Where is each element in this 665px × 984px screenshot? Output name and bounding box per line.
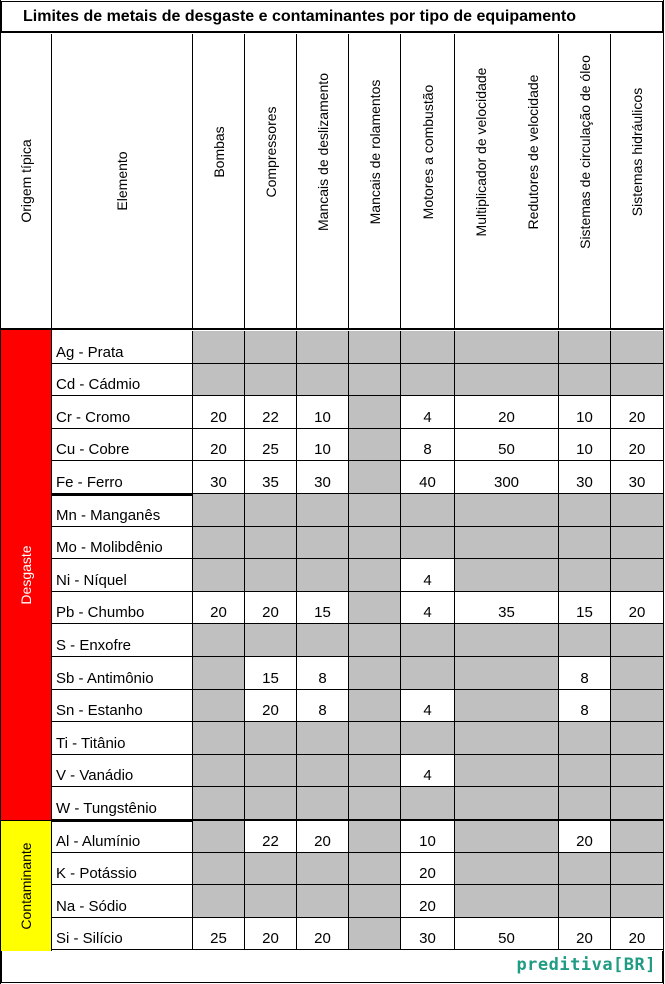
value-cell: 15 bbox=[559, 592, 611, 625]
value-cell: 35 bbox=[455, 592, 559, 625]
header-equipment bbox=[559, 34, 611, 330]
value-cell bbox=[297, 787, 349, 820]
value-cell bbox=[245, 755, 297, 788]
value-cell: 25 bbox=[245, 429, 297, 462]
value-cell bbox=[297, 559, 349, 592]
value-cell bbox=[349, 559, 401, 592]
value-cell bbox=[401, 527, 455, 560]
table-row bbox=[52, 787, 664, 820]
value-cell: 8 bbox=[297, 690, 349, 723]
value-cell: 8 bbox=[559, 690, 611, 723]
value-cell bbox=[611, 885, 664, 918]
table-row bbox=[52, 559, 664, 592]
value-cell bbox=[245, 364, 297, 397]
value-cell bbox=[193, 624, 245, 657]
header-equipment bbox=[507, 34, 559, 330]
element-name: Mo - Molibdênio bbox=[52, 527, 193, 560]
value-cell: 50 bbox=[455, 429, 559, 462]
value-cell bbox=[349, 494, 401, 527]
value-cell bbox=[193, 722, 245, 755]
value-cell: 20 bbox=[193, 396, 245, 429]
value-cell bbox=[245, 624, 297, 657]
header-equipment-label: Redutores de velocidade bbox=[524, 74, 541, 230]
value-cell: 20 bbox=[193, 592, 245, 625]
table-row bbox=[52, 461, 664, 494]
value-cell: 20 bbox=[611, 429, 664, 462]
value-cell bbox=[193, 364, 245, 397]
value-cell: 4 bbox=[401, 559, 455, 592]
table-row bbox=[52, 364, 664, 397]
value-cell bbox=[455, 364, 559, 397]
value-cell bbox=[611, 787, 664, 820]
value-cell bbox=[611, 527, 664, 560]
element-name: Cu - Cobre bbox=[52, 429, 193, 462]
value-cell bbox=[401, 624, 455, 657]
value-cell bbox=[349, 624, 401, 657]
table-row bbox=[52, 494, 664, 527]
value-cell bbox=[245, 559, 297, 592]
header-equipment bbox=[193, 34, 245, 330]
value-cell bbox=[611, 364, 664, 397]
value-cell: 35 bbox=[245, 461, 297, 494]
header-equipment bbox=[349, 34, 401, 330]
value-cell bbox=[559, 624, 611, 657]
value-cell: 10 bbox=[559, 396, 611, 429]
element-name: Mn - Manganês bbox=[52, 494, 193, 527]
element-name: Na - Sódio bbox=[52, 885, 193, 918]
value-cell: 300 bbox=[455, 461, 559, 494]
value-cell bbox=[193, 853, 245, 886]
table-row bbox=[52, 755, 664, 788]
element-name: Si - Silício bbox=[52, 918, 193, 951]
value-cell bbox=[349, 592, 401, 625]
header-origin bbox=[0, 34, 52, 330]
element-name: Al - Alumínio bbox=[52, 820, 193, 853]
value-cell bbox=[245, 787, 297, 820]
value-cell bbox=[245, 853, 297, 886]
value-cell: 20 bbox=[193, 429, 245, 462]
value-cell bbox=[349, 918, 401, 951]
value-cell bbox=[245, 331, 297, 364]
value-cell bbox=[193, 657, 245, 690]
value-cell: 20 bbox=[245, 690, 297, 723]
value-cell: 10 bbox=[297, 396, 349, 429]
value-cell bbox=[455, 527, 559, 560]
value-cell bbox=[455, 755, 559, 788]
value-cell bbox=[611, 624, 664, 657]
value-cell bbox=[193, 527, 245, 560]
value-cell bbox=[559, 853, 611, 886]
value-cell bbox=[611, 331, 664, 364]
table-row bbox=[52, 331, 664, 364]
table-row bbox=[52, 820, 664, 853]
value-cell bbox=[611, 494, 664, 527]
value-cell bbox=[455, 885, 559, 918]
page-title: Limites de metais de desgaste e contaminantes por tipo de equipamento bbox=[1, 1, 663, 33]
value-cell bbox=[559, 559, 611, 592]
value-cell: 20 bbox=[455, 396, 559, 429]
header-origin-label: Origem típica bbox=[18, 139, 34, 223]
value-cell: 30 bbox=[297, 461, 349, 494]
header-equipment-label: Mancais de rolamentos bbox=[366, 79, 383, 224]
header-equipment-label: Sistemas hidráulicos bbox=[629, 87, 645, 216]
value-cell: 10 bbox=[401, 820, 455, 853]
table-row bbox=[52, 592, 664, 625]
value-cell bbox=[349, 787, 401, 820]
header-element bbox=[52, 34, 193, 330]
value-cell: 10 bbox=[297, 429, 349, 462]
value-cell bbox=[455, 787, 559, 820]
value-cell bbox=[297, 331, 349, 364]
value-cell: 40 bbox=[401, 461, 455, 494]
value-cell: 4 bbox=[401, 592, 455, 625]
origin-contaminante bbox=[0, 820, 52, 951]
value-cell: 20 bbox=[297, 918, 349, 951]
table-row bbox=[52, 722, 664, 755]
value-cell: 20 bbox=[559, 820, 611, 853]
value-cell: 15 bbox=[245, 657, 297, 690]
value-cell bbox=[611, 820, 664, 853]
header-equipment bbox=[455, 34, 507, 330]
value-cell bbox=[245, 494, 297, 527]
value-cell bbox=[559, 885, 611, 918]
header-equipment bbox=[401, 34, 455, 330]
table-row bbox=[52, 429, 664, 462]
value-cell bbox=[349, 820, 401, 853]
table-row bbox=[52, 885, 664, 918]
value-cell: 20 bbox=[245, 918, 297, 951]
element-name: Sb - Antimônio bbox=[52, 657, 193, 690]
table-row bbox=[52, 657, 664, 690]
value-cell: 30 bbox=[401, 918, 455, 951]
element-name: Ag - Prata bbox=[52, 331, 193, 364]
element-name: Ni - Níquel bbox=[52, 559, 193, 592]
value-cell: 50 bbox=[455, 918, 559, 951]
value-cell bbox=[297, 722, 349, 755]
value-cell bbox=[297, 755, 349, 788]
value-cell bbox=[611, 755, 664, 788]
value-cell: 20 bbox=[611, 396, 664, 429]
value-cell: 20 bbox=[559, 918, 611, 951]
element-name: V - Vanádio bbox=[52, 755, 193, 788]
value-cell bbox=[193, 755, 245, 788]
table-row bbox=[52, 853, 664, 886]
value-cell bbox=[401, 494, 455, 527]
value-cell bbox=[455, 690, 559, 723]
value-cell bbox=[559, 364, 611, 397]
value-cell bbox=[349, 364, 401, 397]
element-name: Fe - Ferro bbox=[52, 461, 193, 494]
value-cell bbox=[349, 755, 401, 788]
element-name: W - Tungstênio bbox=[52, 787, 193, 820]
value-cell bbox=[297, 624, 349, 657]
value-cell bbox=[559, 331, 611, 364]
value-cell bbox=[193, 494, 245, 527]
element-name: Cr - Cromo bbox=[52, 396, 193, 429]
header-equipment bbox=[245, 34, 297, 330]
value-cell bbox=[349, 885, 401, 918]
element-name: Ti - Titânio bbox=[52, 722, 193, 755]
value-cell: 10 bbox=[559, 429, 611, 462]
value-cell bbox=[349, 396, 401, 429]
value-cell bbox=[611, 657, 664, 690]
footer bbox=[1, 951, 663, 983]
value-cell: 8 bbox=[559, 657, 611, 690]
value-cell bbox=[349, 461, 401, 494]
value-cell bbox=[349, 722, 401, 755]
value-cell bbox=[193, 331, 245, 364]
value-cell: 25 bbox=[193, 918, 245, 951]
value-cell bbox=[297, 364, 349, 397]
value-cell bbox=[611, 559, 664, 592]
value-cell: 8 bbox=[297, 657, 349, 690]
value-cell: 8 bbox=[401, 429, 455, 462]
value-cell bbox=[401, 722, 455, 755]
element-name: K - Potássio bbox=[52, 853, 193, 886]
value-cell: 20 bbox=[401, 885, 455, 918]
value-cell bbox=[297, 494, 349, 527]
header-equipment bbox=[611, 34, 664, 330]
table-row bbox=[52, 624, 664, 657]
value-cell bbox=[297, 853, 349, 886]
value-cell bbox=[455, 657, 559, 690]
value-cell: 20 bbox=[245, 592, 297, 625]
preditiva-logo: preditiva[BR] bbox=[516, 955, 656, 975]
value-cell bbox=[455, 331, 559, 364]
header-equipment-label: Compressores bbox=[262, 106, 279, 198]
header-equipment-label: Motores a combustão bbox=[419, 84, 436, 219]
value-cell: 30 bbox=[193, 461, 245, 494]
value-cell bbox=[559, 722, 611, 755]
value-cell bbox=[297, 885, 349, 918]
value-cell: 30 bbox=[611, 461, 664, 494]
value-cell bbox=[193, 690, 245, 723]
value-cell bbox=[349, 331, 401, 364]
value-cell bbox=[455, 494, 559, 527]
table-row bbox=[52, 690, 664, 723]
value-cell bbox=[611, 690, 664, 723]
header-equipment bbox=[297, 34, 349, 330]
value-cell bbox=[559, 494, 611, 527]
header-equipment-label: Bombas bbox=[210, 125, 227, 178]
value-cell: 30 bbox=[559, 461, 611, 494]
value-cell: 20 bbox=[611, 592, 664, 625]
value-cell: 4 bbox=[401, 755, 455, 788]
value-cell bbox=[349, 527, 401, 560]
origin-contaminante-label: Contaminante bbox=[17, 842, 34, 930]
value-cell: 20 bbox=[297, 820, 349, 853]
value-cell: 22 bbox=[245, 820, 297, 853]
header-equipment-label: Multiplicador de velocidade bbox=[473, 67, 489, 237]
value-cell bbox=[611, 722, 664, 755]
value-cell bbox=[245, 885, 297, 918]
element-name: Sn - Estanho bbox=[52, 690, 193, 723]
value-cell bbox=[193, 559, 245, 592]
value-cell bbox=[559, 755, 611, 788]
value-cell: 22 bbox=[245, 396, 297, 429]
value-cell bbox=[193, 820, 245, 853]
table-row bbox=[52, 527, 664, 560]
value-cell bbox=[349, 853, 401, 886]
value-cell bbox=[611, 853, 664, 886]
table-row bbox=[52, 396, 664, 429]
value-cell: 20 bbox=[401, 853, 455, 886]
value-cell bbox=[297, 527, 349, 560]
value-cell bbox=[349, 657, 401, 690]
header-equipment-label: Mancais de deslizamento bbox=[314, 72, 331, 231]
value-cell: 4 bbox=[401, 396, 455, 429]
value-cell bbox=[401, 364, 455, 397]
table-row bbox=[52, 918, 664, 951]
value-cell bbox=[455, 853, 559, 886]
header-equipment-label: Sistemas de circulação de óleo bbox=[576, 54, 593, 249]
value-cell: 15 bbox=[297, 592, 349, 625]
value-cell bbox=[455, 624, 559, 657]
element-name: Pb - Chumbo bbox=[52, 592, 193, 625]
value-cell bbox=[401, 331, 455, 364]
value-cell bbox=[193, 787, 245, 820]
value-cell bbox=[245, 722, 297, 755]
element-name: Cd - Cádmio bbox=[52, 364, 193, 397]
header-element-label: Elemento bbox=[114, 151, 130, 211]
value-cell bbox=[401, 787, 455, 820]
element-name: S - Enxofre bbox=[52, 624, 193, 657]
value-cell: 20 bbox=[611, 918, 664, 951]
value-cell bbox=[401, 657, 455, 690]
origin-desgaste bbox=[0, 330, 52, 820]
value-cell: 4 bbox=[401, 690, 455, 723]
value-cell bbox=[245, 527, 297, 560]
value-cell bbox=[455, 559, 559, 592]
origin-desgaste-label: Desgaste bbox=[17, 545, 34, 605]
value-cell bbox=[559, 787, 611, 820]
value-cell bbox=[559, 527, 611, 560]
value-cell bbox=[193, 885, 245, 918]
value-cell bbox=[455, 722, 559, 755]
value-cell bbox=[455, 820, 559, 853]
value-cell bbox=[349, 690, 401, 723]
value-cell bbox=[349, 429, 401, 462]
